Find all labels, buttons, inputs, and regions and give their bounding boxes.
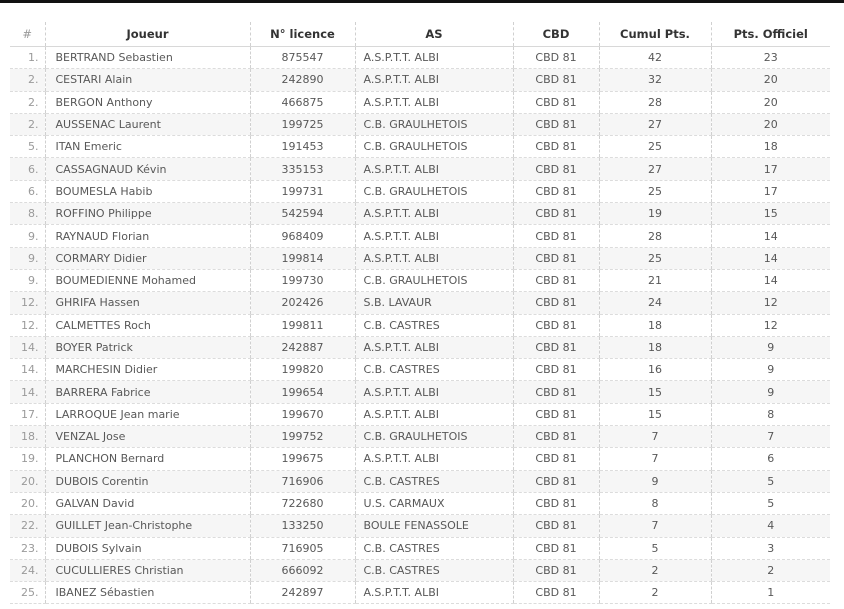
cumul-points-cell: 9	[599, 470, 711, 492]
club-cell: A.S.P.T.T. ALBI	[355, 381, 513, 403]
header-rank[interactable]: #	[10, 22, 45, 47]
official-points-cell: 23	[711, 47, 830, 69]
official-points-cell: 17	[711, 158, 830, 180]
official-points-cell: 2	[711, 559, 830, 581]
rank-cell: 9.	[10, 247, 45, 269]
club-cell: C.B. CASTRES	[355, 537, 513, 559]
cumul-points-cell: 7	[599, 515, 711, 537]
table-row	[10, 47, 830, 69]
cbd-cell: CBD 81	[513, 113, 599, 135]
club-cell: C.B. GRAULHETOIS	[355, 426, 513, 448]
player-name-cell: GUILLET Jean-Christophe	[45, 515, 250, 537]
official-points-cell: 4	[711, 515, 830, 537]
table-row	[10, 403, 830, 425]
cbd-cell: CBD 81	[513, 225, 599, 247]
official-points-cell: 14	[711, 225, 830, 247]
licence-cell: 716906	[250, 470, 355, 492]
cbd-cell: CBD 81	[513, 448, 599, 470]
cumul-points-cell: 15	[599, 403, 711, 425]
cumul-points-cell: 28	[599, 91, 711, 113]
cumul-points-cell: 15	[599, 381, 711, 403]
cumul-points-cell: 5	[599, 537, 711, 559]
table-row	[10, 225, 830, 247]
club-cell: C.B. CASTRES	[355, 559, 513, 581]
licence-cell: 242890	[250, 69, 355, 91]
player-name-cell: DUBOIS Corentin	[45, 470, 250, 492]
header-club[interactable]: AS	[355, 22, 513, 47]
table-header	[10, 22, 830, 47]
club-cell: C.B. GRAULHETOIS	[355, 180, 513, 202]
cbd-cell: CBD 81	[513, 91, 599, 113]
licence-cell: 199670	[250, 403, 355, 425]
rank-cell: 6.	[10, 180, 45, 202]
club-cell: C.B. GRAULHETOIS	[355, 136, 513, 158]
cumul-points-cell: 7	[599, 448, 711, 470]
official-points-cell: 7	[711, 426, 830, 448]
cumul-points-cell: 18	[599, 314, 711, 336]
cumul-points-cell: 27	[599, 158, 711, 180]
rank-cell: 6.	[10, 158, 45, 180]
rank-cell: 12.	[10, 292, 45, 314]
club-cell: A.S.P.T.T. ALBI	[355, 225, 513, 247]
licence-cell: 242887	[250, 336, 355, 358]
official-points-cell: 5	[711, 470, 830, 492]
top-border	[0, 0, 844, 3]
official-points-cell: 1	[711, 582, 830, 604]
player-name-cell: CORMARY Didier	[45, 247, 250, 269]
licence-cell: 199725	[250, 113, 355, 135]
player-name-cell: AUSSENAC Laurent	[45, 113, 250, 135]
rank-cell: 20.	[10, 470, 45, 492]
table-row	[10, 515, 830, 537]
official-points-cell: 14	[711, 247, 830, 269]
cumul-points-cell: 21	[599, 269, 711, 291]
official-points-cell: 12	[711, 314, 830, 336]
rank-cell: 19.	[10, 448, 45, 470]
player-name-cell: BOUMEDIENNE Mohamed	[45, 269, 250, 291]
cbd-cell: CBD 81	[513, 359, 599, 381]
club-cell: A.S.P.T.T. ALBI	[355, 47, 513, 69]
licence-cell: 242897	[250, 582, 355, 604]
table-row	[10, 381, 830, 403]
club-cell: A.S.P.T.T. ALBI	[355, 448, 513, 470]
cbd-cell: CBD 81	[513, 269, 599, 291]
official-points-cell: 20	[711, 91, 830, 113]
player-name-cell: GALVAN David	[45, 492, 250, 514]
table-row	[10, 359, 830, 381]
cbd-cell: CBD 81	[513, 314, 599, 336]
player-name-cell: ROFFINO Philippe	[45, 203, 250, 225]
header-cumul-points[interactable]: Cumul Pts.	[599, 22, 711, 47]
club-cell: C.B. CASTRES	[355, 314, 513, 336]
cbd-cell: CBD 81	[513, 559, 599, 581]
player-name-cell: BOYER Patrick	[45, 336, 250, 358]
cbd-cell: CBD 81	[513, 426, 599, 448]
licence-cell: 199675	[250, 448, 355, 470]
licence-cell: 875547	[250, 47, 355, 69]
club-cell: C.B. CASTRES	[355, 359, 513, 381]
cumul-points-cell: 25	[599, 180, 711, 202]
player-name-cell: BERTRAND Sebastien	[45, 47, 250, 69]
club-cell: C.B. GRAULHETOIS	[355, 269, 513, 291]
club-cell: A.S.P.T.T. ALBI	[355, 403, 513, 425]
licence-cell: 199654	[250, 381, 355, 403]
table-row	[10, 136, 830, 158]
player-name-cell: GHRIFA Hassen	[45, 292, 250, 314]
licence-cell: 199731	[250, 180, 355, 202]
player-name-cell: CUCULLIERES Christian	[45, 559, 250, 581]
cumul-points-cell: 8	[599, 492, 711, 514]
rank-cell: 23.	[10, 537, 45, 559]
club-cell: A.S.P.T.T. ALBI	[355, 203, 513, 225]
table-row	[10, 537, 830, 559]
cumul-points-cell: 28	[599, 225, 711, 247]
rank-cell: 9.	[10, 225, 45, 247]
player-name-cell: PLANCHON Bernard	[45, 448, 250, 470]
official-points-cell: 3	[711, 537, 830, 559]
cumul-points-cell: 25	[599, 136, 711, 158]
table-row	[10, 113, 830, 135]
licence-cell: 199811	[250, 314, 355, 336]
official-points-cell: 8	[711, 403, 830, 425]
table-row	[10, 180, 830, 202]
player-name-cell: DUBOIS Sylvain	[45, 537, 250, 559]
table-row	[10, 91, 830, 113]
cbd-cell: CBD 81	[513, 515, 599, 537]
rank-cell: 18.	[10, 426, 45, 448]
rank-cell: 14.	[10, 381, 45, 403]
licence-cell: 542594	[250, 203, 355, 225]
cbd-cell: CBD 81	[513, 47, 599, 69]
rank-cell: 9.	[10, 269, 45, 291]
player-name-cell: CALMETTES Roch	[45, 314, 250, 336]
licence-cell: 335153	[250, 158, 355, 180]
official-points-cell: 6	[711, 448, 830, 470]
rank-cell: 2.	[10, 69, 45, 91]
cumul-points-cell: 18	[599, 336, 711, 358]
cbd-cell: CBD 81	[513, 582, 599, 604]
table-row	[10, 314, 830, 336]
rank-cell: 1.	[10, 47, 45, 69]
cumul-points-cell: 16	[599, 359, 711, 381]
cbd-cell: CBD 81	[513, 292, 599, 314]
rank-cell: 22.	[10, 515, 45, 537]
licence-cell: 722680	[250, 492, 355, 514]
official-points-cell: 9	[711, 359, 830, 381]
official-points-cell: 15	[711, 203, 830, 225]
licence-cell: 968409	[250, 225, 355, 247]
official-points-cell: 12	[711, 292, 830, 314]
player-name-cell: RAYNAUD Florian	[45, 225, 250, 247]
player-name-cell: CASSAGNAUD Kévin	[45, 158, 250, 180]
table-row	[10, 448, 830, 470]
table-row	[10, 582, 830, 604]
cumul-points-cell: 2	[599, 582, 711, 604]
player-name-cell: VENZAL Jose	[45, 426, 250, 448]
rank-cell: 2.	[10, 113, 45, 135]
cbd-cell: CBD 81	[513, 180, 599, 202]
club-cell: C.B. GRAULHETOIS	[355, 113, 513, 135]
table-row	[10, 559, 830, 581]
cbd-cell: CBD 81	[513, 136, 599, 158]
licence-cell: 199752	[250, 426, 355, 448]
ranking-table	[10, 22, 830, 604]
licence-cell: 191453	[250, 136, 355, 158]
table-row	[10, 247, 830, 269]
official-points-cell: 17	[711, 180, 830, 202]
cumul-points-cell: 32	[599, 69, 711, 91]
licence-cell: 133250	[250, 515, 355, 537]
club-cell: A.S.P.T.T. ALBI	[355, 582, 513, 604]
club-cell: BOULE FENASSOLE	[355, 515, 513, 537]
licence-cell: 716905	[250, 537, 355, 559]
cumul-points-cell: 7	[599, 426, 711, 448]
cumul-points-cell: 24	[599, 292, 711, 314]
header-cbd[interactable]: CBD	[513, 22, 599, 47]
table-row	[10, 203, 830, 225]
table-row	[10, 69, 830, 91]
club-cell: A.S.P.T.T. ALBI	[355, 69, 513, 91]
licence-cell: 202426	[250, 292, 355, 314]
player-name-cell: BOUMESLA Habib	[45, 180, 250, 202]
player-name-cell: ITAN Emeric	[45, 136, 250, 158]
official-points-cell: 14	[711, 269, 830, 291]
club-cell: C.B. CASTRES	[355, 470, 513, 492]
cbd-cell: CBD 81	[513, 158, 599, 180]
official-points-cell: 9	[711, 336, 830, 358]
club-cell: A.S.P.T.T. ALBI	[355, 336, 513, 358]
rank-cell: 5.	[10, 136, 45, 158]
player-name-cell: CESTARI Alain	[45, 69, 250, 91]
official-points-cell: 9	[711, 381, 830, 403]
rank-cell: 2.	[10, 91, 45, 113]
table-row	[10, 470, 830, 492]
licence-cell: 199820	[250, 359, 355, 381]
header-row	[10, 22, 830, 47]
rank-cell: 8.	[10, 203, 45, 225]
cbd-cell: CBD 81	[513, 470, 599, 492]
cumul-points-cell: 25	[599, 247, 711, 269]
cbd-cell: CBD 81	[513, 403, 599, 425]
table-row	[10, 336, 830, 358]
cbd-cell: CBD 81	[513, 492, 599, 514]
cbd-cell: CBD 81	[513, 336, 599, 358]
cumul-points-cell: 27	[599, 113, 711, 135]
rank-cell: 17.	[10, 403, 45, 425]
cbd-cell: CBD 81	[513, 203, 599, 225]
club-cell: A.S.P.T.T. ALBI	[355, 158, 513, 180]
cbd-cell: CBD 81	[513, 69, 599, 91]
licence-cell: 199814	[250, 247, 355, 269]
player-name-cell: LARROQUE Jean marie	[45, 403, 250, 425]
header-licence[interactable]: N° licence	[250, 22, 355, 47]
table-row	[10, 269, 830, 291]
player-name-cell: BERGON Anthony	[45, 91, 250, 113]
table-row	[10, 292, 830, 314]
cbd-cell: CBD 81	[513, 247, 599, 269]
header-official-points[interactable]: Pts. Officiel	[711, 22, 830, 47]
club-cell: A.S.P.T.T. ALBI	[355, 91, 513, 113]
cbd-cell: CBD 81	[513, 537, 599, 559]
player-name-cell: MARCHESIN Didier	[45, 359, 250, 381]
licence-cell: 199730	[250, 269, 355, 291]
player-name-cell: IBANEZ Sébastien	[45, 582, 250, 604]
rank-cell: 25.	[10, 582, 45, 604]
official-points-cell: 18	[711, 136, 830, 158]
table-row	[10, 426, 830, 448]
cumul-points-cell: 19	[599, 203, 711, 225]
rank-cell: 20.	[10, 492, 45, 514]
table-row	[10, 492, 830, 514]
rank-cell: 14.	[10, 359, 45, 381]
licence-cell: 666092	[250, 559, 355, 581]
cbd-cell: CBD 81	[513, 381, 599, 403]
licence-cell: 466875	[250, 91, 355, 113]
club-cell: S.B. LAVAUR	[355, 292, 513, 314]
table-body	[10, 47, 830, 604]
header-player[interactable]: Joueur	[45, 22, 250, 47]
cumul-points-cell: 2	[599, 559, 711, 581]
cumul-points-cell: 42	[599, 47, 711, 69]
official-points-cell: 20	[711, 113, 830, 135]
player-name-cell: BARRERA Fabrice	[45, 381, 250, 403]
rank-cell: 24.	[10, 559, 45, 581]
rank-cell: 14.	[10, 336, 45, 358]
club-cell: A.S.P.T.T. ALBI	[355, 247, 513, 269]
club-cell: U.S. CARMAUX	[355, 492, 513, 514]
rank-cell: 12.	[10, 314, 45, 336]
table-row	[10, 158, 830, 180]
ranking-table-container	[10, 22, 830, 604]
official-points-cell: 20	[711, 69, 830, 91]
official-points-cell: 5	[711, 492, 830, 514]
